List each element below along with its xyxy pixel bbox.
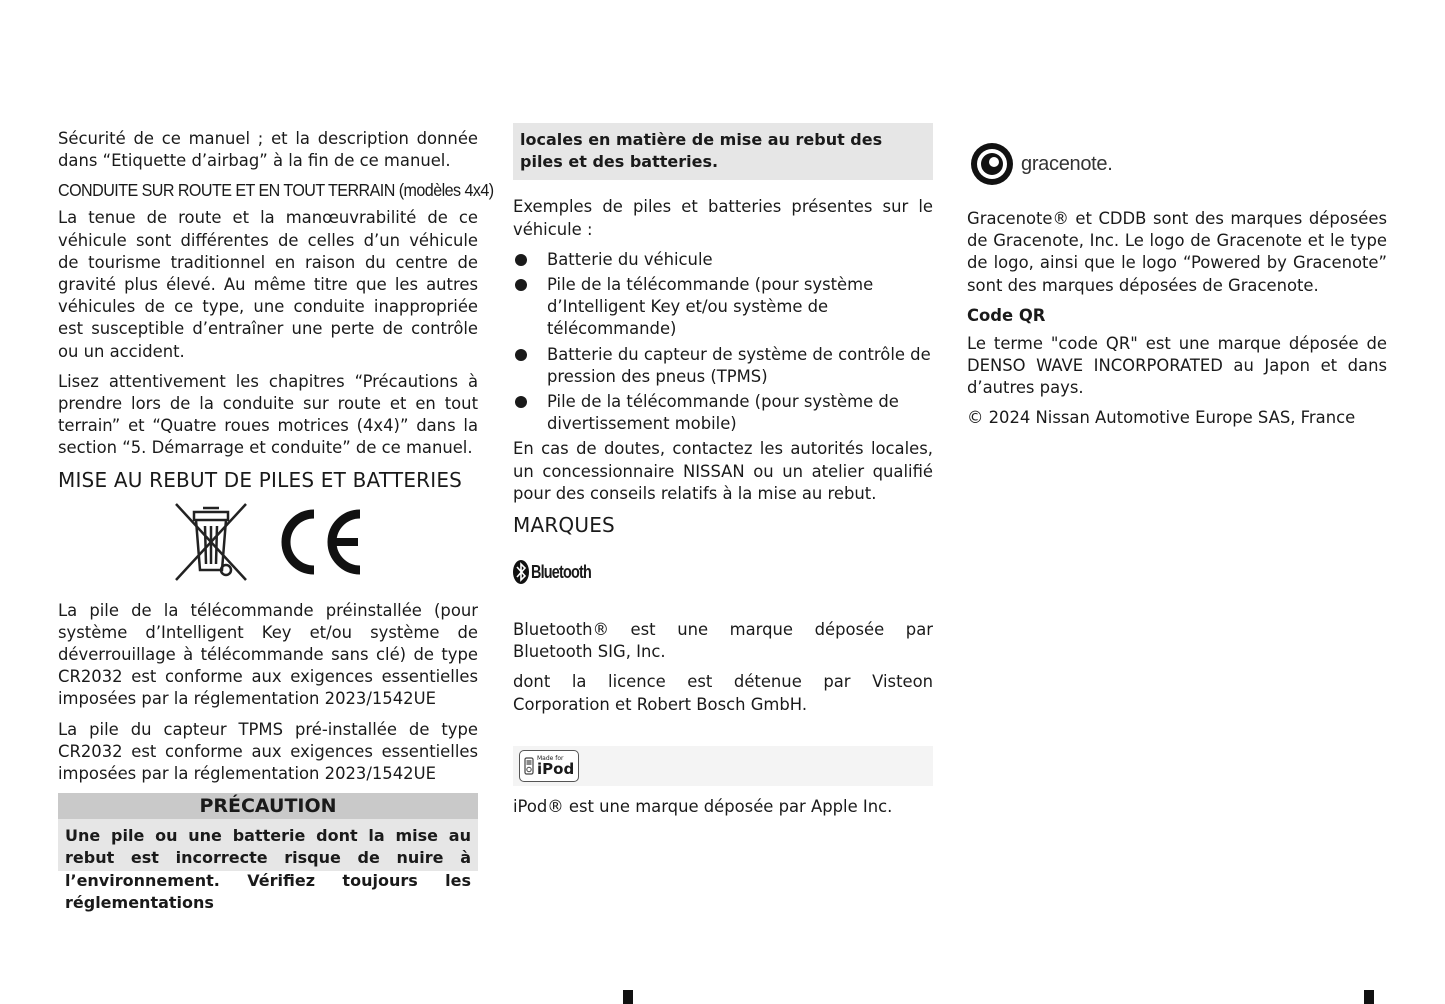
ipod-logo-area — [513, 746, 933, 786]
page-edge-marker — [1364, 990, 1374, 1004]
bluetooth-paragraph: Bluetooth® est une marque déposée par Bluetooth SIG, Inc. — [513, 620, 933, 662]
offroad-subheading: CONDUITE SUR ROUTE ET EN TOUT TERRAIN (modèles 4x4) — [58, 180, 494, 201]
gracenote-logo — [969, 140, 1387, 188]
list-item — [513, 274, 933, 341]
page-edge-marker — [623, 990, 633, 1004]
intro-paragraph: Sécurité de ce manuel ; et la description donnée dans “Etiquette d’airbag” à la fin de ce manuel. — [58, 129, 478, 171]
list-item — [513, 344, 933, 388]
caution-text: Une pile ou une batterie dont la mise au rebut est incorrecte risque de nuire à l’environnement. Vérifiez toujours les réglementations — [58, 819, 478, 871]
crossed-bin-icon — [170, 500, 252, 584]
read-chapters-paragraph: Lisez attentivement les chapitres “Précautions à prendre lors de la conduite sur route et en tout terrain” et “Quatre roues motrices (4x4)” dans la section “5. Démarrage et conduite” de ce manuel. — [58, 371, 478, 458]
column-right — [967, 128, 1387, 438]
battery-examples-list — [513, 249, 933, 436]
bluetooth-logo — [513, 557, 933, 587]
gracenote-icon — [969, 141, 1015, 187]
gracenote-paragraph: Gracenote® et CDDB sont des marques déposées de Gracenote, Inc. Le logo de Gracenote et le type de logo, ainsi que le logo “Powered by Gracenote” sont des marques déposées de Gracenote. — [967, 209, 1387, 295]
bluetooth-logo-text: Bluetooth — [531, 561, 591, 582]
examples-intro: Exemples de piles et batteries présentes sur le véhicule : — [513, 197, 933, 239]
license-paragraph: dont la licence est détenue par Visteon Corporation et Robert Bosch GmbH. — [513, 672, 933, 714]
caution-title: PRÉCAUTION — [58, 793, 478, 819]
handling-paragraph: La tenue de route et la manœuvrabilité de ce véhicule sont différentes de celles d’un véhicule de tourisme traditionnel en raison du centre de gravité plus élevé. Au même titre que les autres véhicules de ce type, une conduite inappropriée est susceptible d’entraîner une perte de contrôle ou un accident. — [58, 208, 478, 361]
list-item — [513, 391, 933, 435]
made-for-text: Made for — [537, 754, 564, 762]
list-item — [513, 249, 933, 271]
tpms-battery-paragraph: La pile du capteur TPMS pré-installée de type CR2032 est conforme aux exigences essentielles imposées par la réglementation 2023/1542UE — [58, 719, 478, 784]
remote-battery-paragraph: La pile de la télécommande préinstallée (pour système d’Intelligent Key et/ou système de déverrouillage à télécommande sans clé) de type CR2032 est conforme aux exigences essentielles imposées par la réglementation 2023/1542UE — [58, 600, 478, 709]
copyright-text: © 2024 Nissan Automotive Europe SAS, France — [967, 408, 1356, 428]
gracenote-logo-text: gracenote. — [1021, 152, 1113, 175]
bullet-icon — [515, 349, 527, 361]
bluetooth-icon — [513, 560, 529, 584]
ipod-logo-text: iPod — [537, 759, 575, 778]
list-item-text: Batterie du capteur de système de contrôle de pression des pneus (TPMS) — [547, 344, 931, 386]
list-item-text: Pile de la télécommande (pour système de divertissement mobile) — [547, 392, 899, 434]
doubt-paragraph: En cas de doutes, contactez les autorités locales, un concessionnaire NISSAN ou un atelier qualifié pour des conseils relatifs à la mise au rebut. — [513, 439, 933, 503]
column-middle — [513, 128, 933, 826]
bullet-icon — [515, 279, 527, 291]
qr-code-title: Code QR — [967, 305, 1046, 325]
trademarks-title: MARQUES — [513, 513, 615, 538]
column-left — [58, 128, 494, 912]
ipod-paragraph: iPod® est une marque déposée par Apple Inc. — [513, 796, 893, 816]
battery-disposal-title: MISE AU REBUT DE PILES ET BATTERIES — [58, 467, 463, 492]
disposal-icons — [58, 500, 478, 584]
qr-code-paragraph: Le terme "code QR" est une marque déposée de DENSO WAVE INCORPORATED au Japon et dans d’autres pays. — [967, 333, 1387, 398]
made-for-ipod-logo — [519, 750, 579, 782]
ce-mark-icon — [274, 500, 366, 584]
list-item-text: Batterie du véhicule — [547, 249, 713, 269]
ipod-device-icon — [524, 757, 534, 775]
list-item-text: Pile de la télécommande (pour système d’Intelligent Key et/ou système de télécommande) — [547, 275, 874, 339]
bullet-icon — [515, 254, 527, 266]
bullet-icon — [515, 396, 527, 408]
caution-continued: locales en matière de mise au rebut des piles et des batteries. — [513, 123, 933, 180]
